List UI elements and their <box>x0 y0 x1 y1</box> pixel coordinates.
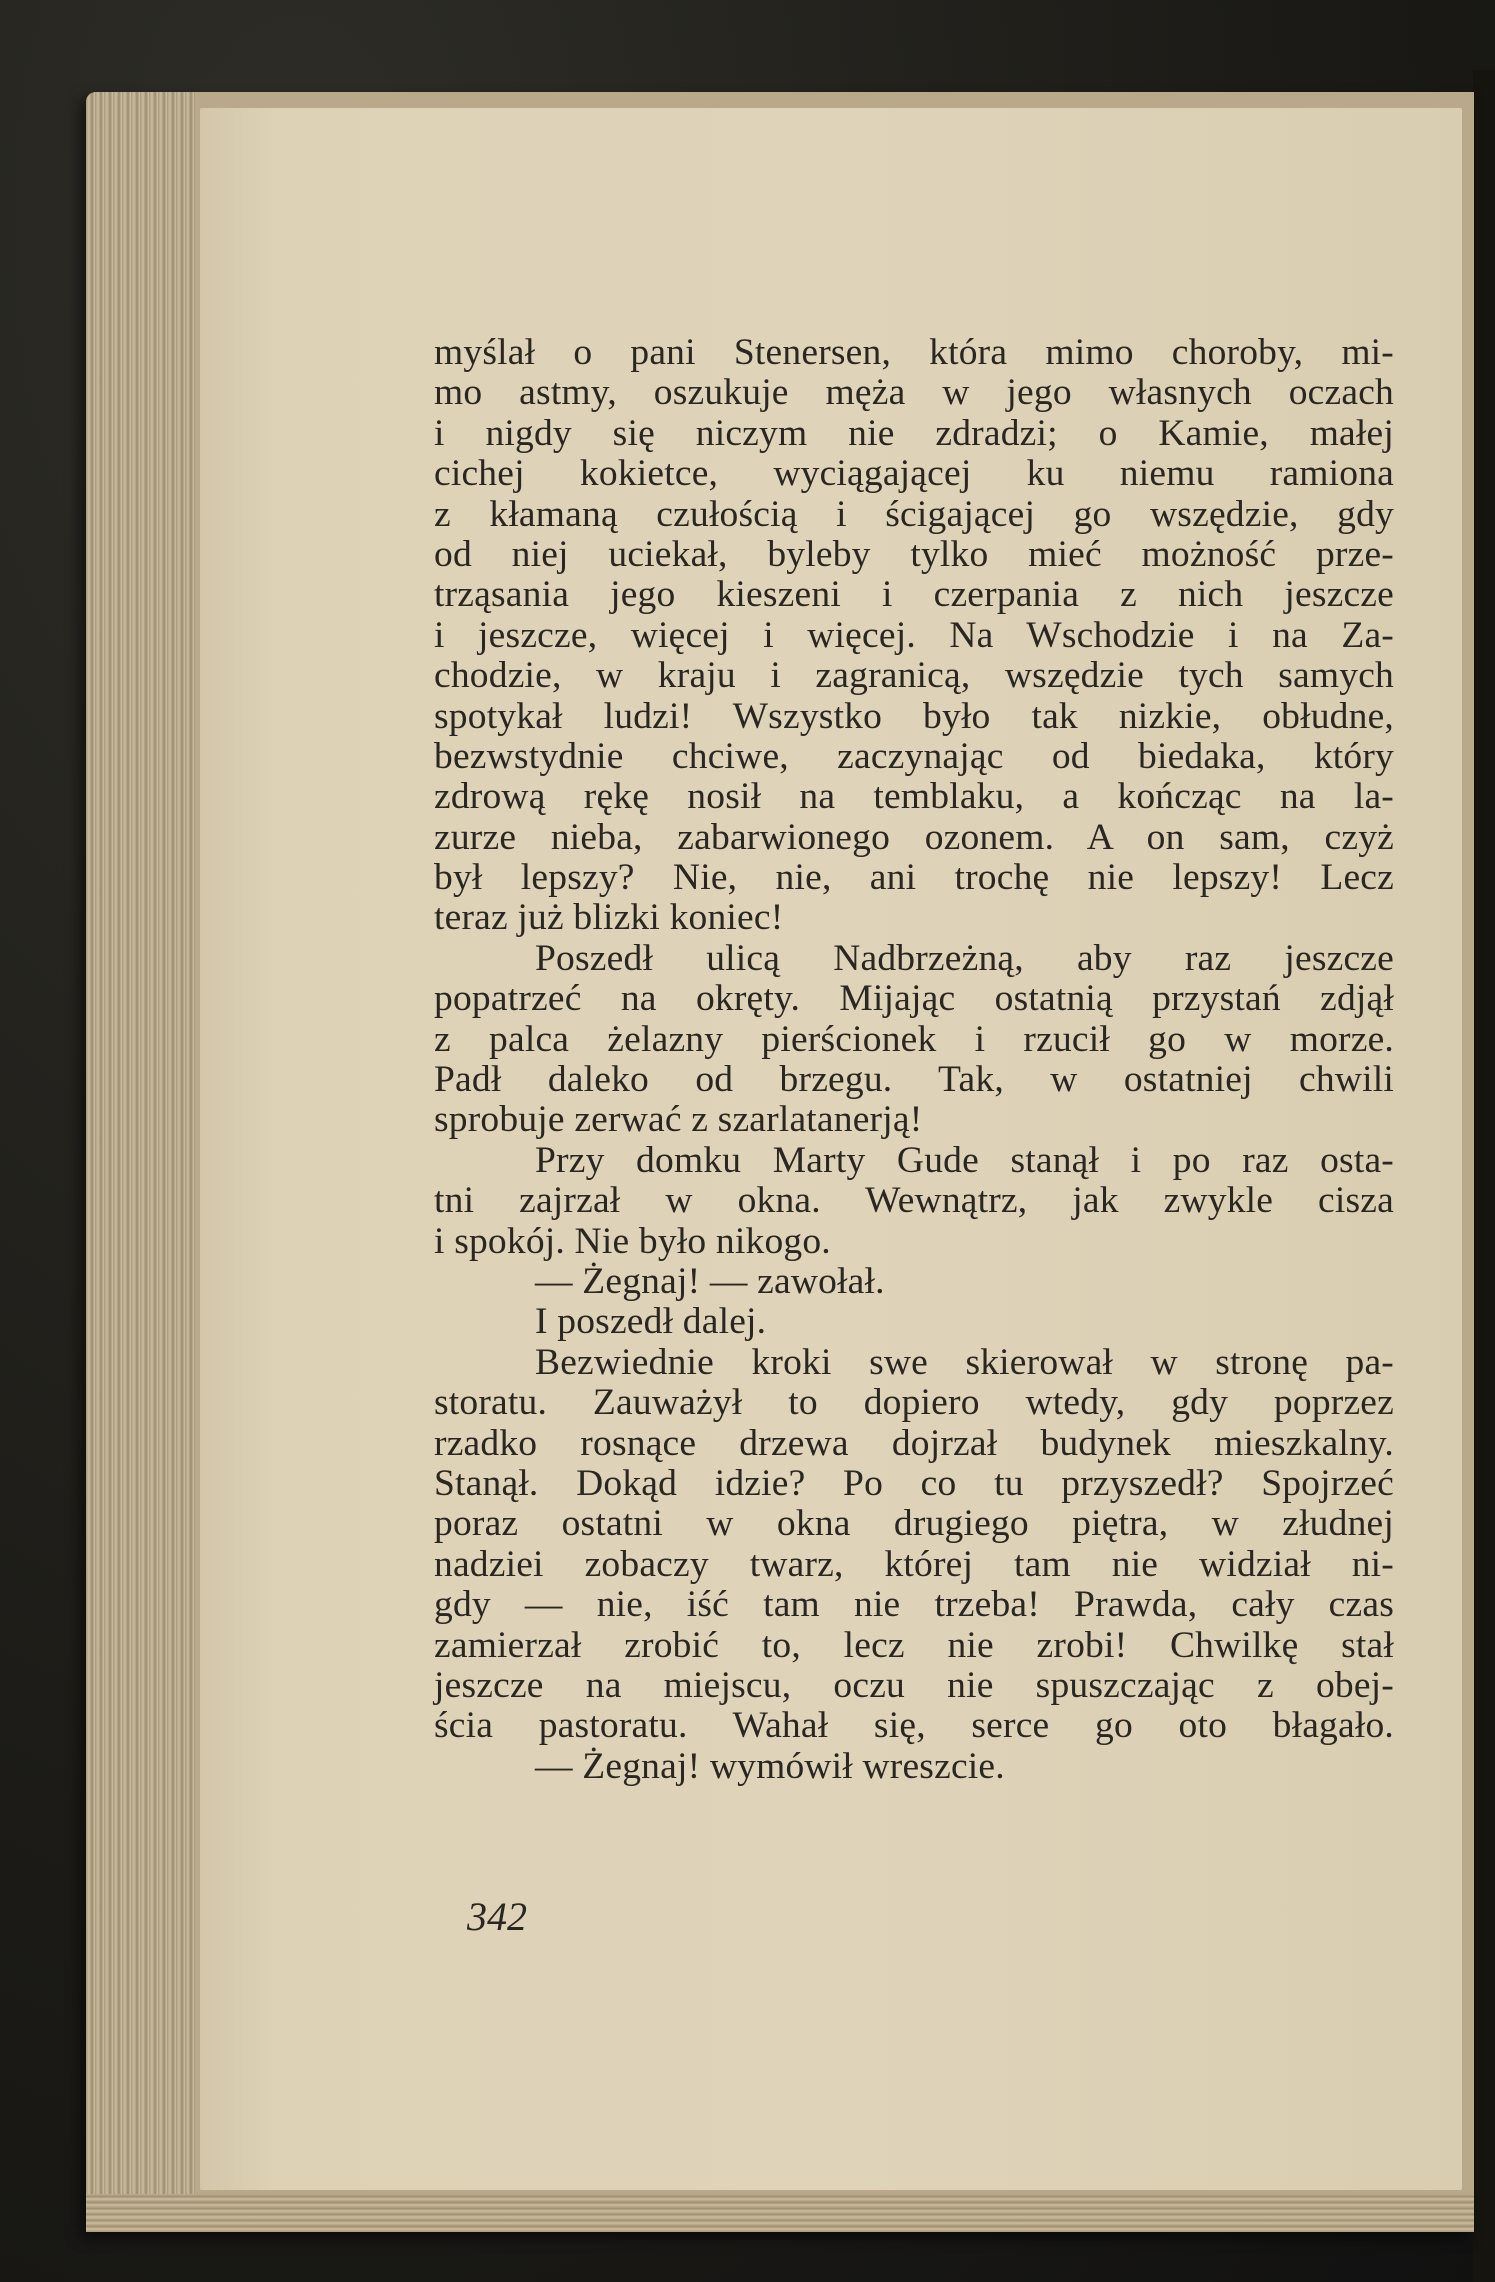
text-line: gdy — nie, iść tam nie trzeba! Prawda, cały czas <box>434 1584 1394 1626</box>
text-line: I poszedł dalej. <box>535 1301 767 1343</box>
text-line: rzadko rosnące drzewa dojrzał budynek mieszkalny. <box>434 1422 1394 1464</box>
text-line: i nigdy się niczym nie zdradzi; o Kamie, małej <box>434 412 1394 454</box>
text-line: spotykał ludzi! Wszystko było tak nizkie, obłudne, <box>434 695 1394 737</box>
text-line: był lepszy? Nie, nie, ani trochę nie lepszy! Lecz <box>434 857 1394 899</box>
text-line: Stanął. Dokąd idzie? Po co tu przyszedł? Spojrzeć <box>434 1462 1394 1504</box>
text-line: zurze nieba, zabarwionego ozonem. A on sam, czyż <box>434 816 1394 858</box>
text-line: zdrową rękę nosił na temblaku, a kończąc na la- <box>434 776 1394 818</box>
text-line: poraz ostatni w okna drugiego piętra, w złudnej <box>434 1503 1394 1545</box>
text-line: jeszcze na miejscu, oczu nie spuszczając z obej- <box>434 1664 1394 1706</box>
text-line: — Żegnaj! — zawołał. <box>535 1260 885 1302</box>
text-line: teraz już blizki koniec! <box>434 897 784 939</box>
page-number: 342 <box>467 1894 527 1939</box>
text-line: popatrzeć na okręty. Mijając ostatnią przystań zdjął <box>434 978 1394 1020</box>
text-line: — Żegnaj! wymówił wreszcie. <box>535 1745 1005 1787</box>
text-line: sprobuje zerwać z szarlatanerją! <box>434 1099 923 1141</box>
text-line: Poszedł ulicą Nadbrzeżną, aby raz jeszcze <box>535 937 1394 979</box>
text-line: trząsania jego kieszeni i czerpania z nich jeszcze <box>434 574 1394 616</box>
text-line: storatu. Zauważył to dopiero wtedy, gdy poprzez <box>434 1382 1394 1424</box>
text-line: i spokój. Nie było nikogo. <box>434 1220 831 1262</box>
text-line: ścia pastoratu. Wahał się, serce go oto błagało. <box>434 1705 1394 1747</box>
text-line: cichej kokietce, wyciągającej ku niemu ramiona <box>434 453 1394 495</box>
text-line: i jeszcze, więcej i więcej. Na Wschodzie i na Za- <box>434 614 1394 656</box>
text-line: z kłamaną czułością i ścigającej go wszędzie, gdy <box>434 493 1394 535</box>
text-line: Przy domku Marty Gude stanął i po raz osta- <box>535 1139 1394 1181</box>
text-line: od niej uciekał, byleby tylko mieć możność prze- <box>434 533 1394 575</box>
page-text <box>434 333 1394 1787</box>
text-line: chodzie, w kraju i zagranicą, wszędzie tych samych <box>434 655 1394 697</box>
text-line: mo astmy, oszukuje męża w jego własnych oczach <box>434 372 1394 414</box>
text-line: bezwstydnie chciwe, zaczynając od biedaka, który <box>434 735 1394 777</box>
text-line: Bezwiednie kroki swe skierował w stronę pa- <box>535 1341 1394 1383</box>
text-line: nadziei zobaczy twarz, której tam nie widział ni- <box>434 1543 1394 1585</box>
cover-edge <box>1473 70 1495 2282</box>
text-line: myślał o pani Stenersen, która mimo choroby, mi- <box>434 332 1394 373</box>
text-line: zamierzał zrobić to, lecz nie zrobi! Chwilkę stał <box>434 1624 1394 1666</box>
text-line: tni zajrzał w okna. Wewnątrz, jak zwykle cisza <box>434 1180 1394 1222</box>
text-line: z palca żelazny pierścionek i rzucił go w morze. <box>434 1018 1394 1060</box>
text-line: Padł daleko od brzegu. Tak, w ostatniej chwili <box>434 1059 1394 1101</box>
